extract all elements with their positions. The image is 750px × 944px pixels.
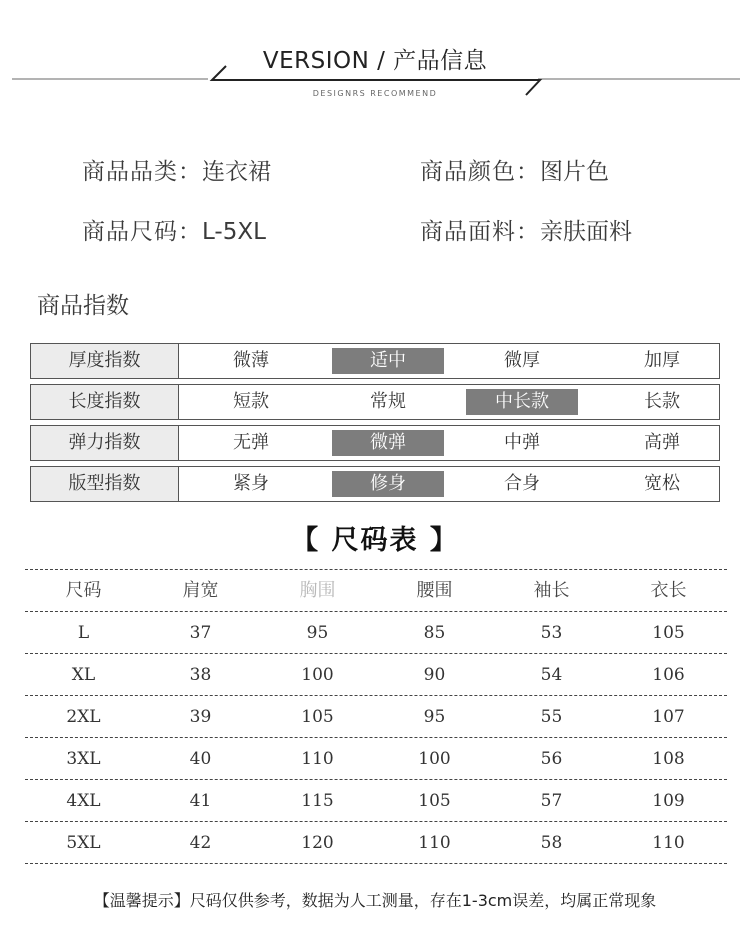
table-cell: 37 bbox=[189, 623, 212, 643]
table-cell: 95 bbox=[306, 623, 329, 643]
size-table-header-cell: 尺码 bbox=[65, 580, 102, 601]
table-cell: 4XL bbox=[66, 791, 101, 811]
table-cell: 90 bbox=[423, 665, 446, 685]
table-cell: 95 bbox=[423, 707, 446, 727]
index-row-label: 厚度指数 bbox=[31, 344, 179, 378]
index-option-selected: 微弹 bbox=[332, 430, 444, 456]
table-cell: 110 bbox=[652, 833, 685, 853]
table-cell: 105 bbox=[301, 707, 334, 727]
table-cell: 40 bbox=[189, 749, 212, 769]
index-option: 中弹 bbox=[504, 432, 540, 453]
table-cell: 54 bbox=[540, 665, 563, 685]
table-row bbox=[25, 780, 727, 822]
index-option-selected: 中长款 bbox=[466, 389, 578, 415]
size-table-header bbox=[25, 570, 727, 612]
index-option: 常规 bbox=[370, 391, 406, 412]
table-cell: 38 bbox=[189, 665, 212, 685]
index-option: 紧身 bbox=[233, 473, 269, 494]
index-option: 无弹 bbox=[233, 432, 269, 453]
size-table-header-cell: 腰围 bbox=[416, 580, 453, 601]
index-option: 宽松 bbox=[644, 473, 680, 494]
table-cell: 100 bbox=[418, 749, 451, 769]
table-cell: 110 bbox=[301, 749, 334, 769]
index-option: 微厚 bbox=[504, 350, 540, 371]
index-row bbox=[30, 384, 720, 420]
table-cell: XL bbox=[71, 665, 96, 685]
index-row-label: 弹力指数 bbox=[31, 426, 179, 460]
size-table-header-cell: 衣长 bbox=[650, 580, 687, 601]
index-row bbox=[30, 343, 720, 379]
table-row bbox=[25, 738, 727, 780]
table-cell: 100 bbox=[301, 665, 334, 685]
table-row bbox=[25, 612, 727, 654]
info-category-label: 商品品类： bbox=[82, 159, 202, 185]
table-cell: 58 bbox=[540, 833, 563, 853]
info-fabric bbox=[420, 213, 632, 246]
size-table-header-cell: 肩宽 bbox=[182, 580, 219, 601]
index-option: 高弹 bbox=[644, 432, 680, 453]
info-color-label: 商品颜色： bbox=[420, 159, 540, 185]
index-option: 加厚 bbox=[644, 350, 680, 371]
table-cell: 85 bbox=[423, 623, 446, 643]
index-option: 微薄 bbox=[233, 350, 269, 371]
table-cell: 107 bbox=[652, 707, 685, 727]
index-option-selected: 修身 bbox=[332, 471, 444, 497]
size-table-header-cell: 胸围 bbox=[299, 580, 336, 601]
table-cell: 55 bbox=[540, 707, 563, 727]
table-row bbox=[25, 696, 727, 738]
table-cell: 109 bbox=[652, 791, 685, 811]
table-cell: 110 bbox=[418, 833, 451, 853]
header-title: VERSION / 产品信息 bbox=[262, 48, 488, 74]
table-cell: 5XL bbox=[66, 833, 101, 853]
index-section-title: 商品指数 bbox=[37, 293, 129, 319]
table-cell: 2XL bbox=[66, 707, 101, 727]
size-table-header-cell: 袖长 bbox=[533, 580, 570, 601]
info-category bbox=[82, 153, 271, 186]
info-size bbox=[82, 213, 266, 246]
info-size-label: 商品尺码： bbox=[82, 219, 202, 245]
table-cell: L bbox=[77, 623, 90, 643]
table-cell: 120 bbox=[301, 833, 334, 853]
table-cell: 106 bbox=[652, 665, 685, 685]
table-row bbox=[25, 822, 727, 864]
header-subtitle: DESIGNRS RECOMMEND bbox=[312, 89, 438, 98]
size-note: 【温馨提示】尺码仅供参考，数据为人工测量，存在1-3cm误差，均属正常现象 bbox=[93, 891, 657, 910]
info-fabric-value: 亲肤面料 bbox=[540, 219, 632, 245]
info-fabric-label: 商品面料： bbox=[420, 219, 540, 245]
table-cell: 115 bbox=[301, 791, 334, 811]
index-option: 合身 bbox=[504, 473, 540, 494]
index-row bbox=[30, 425, 720, 461]
table-cell: 108 bbox=[652, 749, 685, 769]
info-size-value: L-5XL bbox=[202, 219, 266, 245]
index-option-selected: 适中 bbox=[332, 348, 444, 374]
info-category-value: 连衣裙 bbox=[202, 159, 271, 185]
index-row bbox=[30, 466, 720, 502]
table-row bbox=[25, 654, 727, 696]
info-color bbox=[420, 153, 609, 186]
index-option: 短款 bbox=[233, 391, 269, 412]
index-row-label: 版型指数 bbox=[31, 467, 179, 501]
table-cell: 3XL bbox=[66, 749, 101, 769]
table-cell: 105 bbox=[418, 791, 451, 811]
index-row-label: 长度指数 bbox=[31, 385, 179, 419]
table-cell: 42 bbox=[189, 833, 212, 853]
table-cell: 41 bbox=[189, 791, 212, 811]
table-cell: 105 bbox=[652, 623, 685, 643]
size-chart-title: 【 尺码表 】 bbox=[291, 525, 459, 556]
info-color-value: 图片色 bbox=[540, 159, 609, 185]
table-cell: 56 bbox=[540, 749, 563, 769]
index-option: 长款 bbox=[644, 391, 680, 412]
table-cell: 53 bbox=[540, 623, 563, 643]
table-cell: 39 bbox=[189, 707, 212, 727]
table-cell: 57 bbox=[540, 791, 563, 811]
